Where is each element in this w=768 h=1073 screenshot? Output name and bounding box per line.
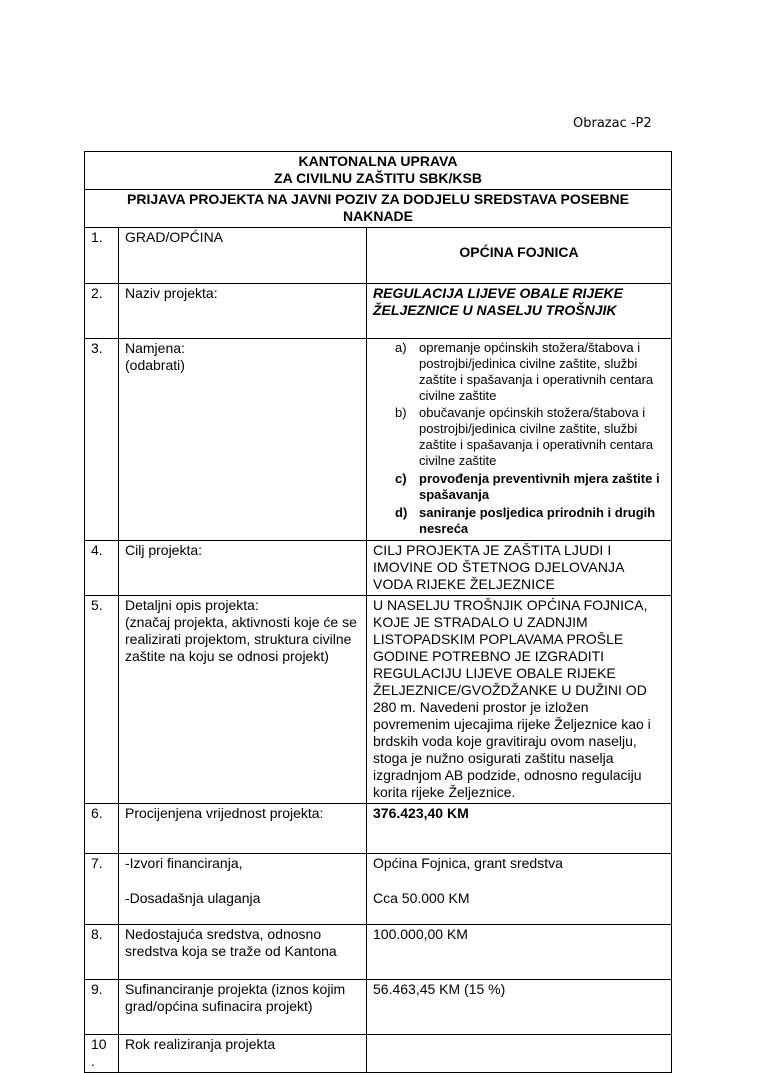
row-label-missing-funds: Nedostajuća sredstva, odnosno sredstva koja se traže od Kantona xyxy=(119,925,367,980)
row-label-funding-sources: -Izvori financiranja, xyxy=(125,855,243,871)
table-row xyxy=(85,925,672,980)
table-row xyxy=(85,284,672,339)
option-text: opremanje općinskih stožera/štabova i postrojbi/jedinica civilne zaštite, službi zaštite i spašavanja i operativnih centara civilne zaštite xyxy=(419,340,654,403)
row-number: 2. xyxy=(85,284,119,339)
table-row xyxy=(85,596,672,804)
table-row xyxy=(85,804,672,854)
header-row-title xyxy=(85,190,672,228)
header-line2: ZA CIVILNU ZAŠTITU SBK/KSB xyxy=(274,170,482,186)
row-label-estimated-value: Procijenjena vrijednost projekta: xyxy=(119,804,367,854)
row-label-deadline: Rok realiziranja projekta xyxy=(119,1035,367,1073)
row-number: 9. xyxy=(85,980,119,1035)
row-number: 7. xyxy=(85,854,119,925)
purpose-option-a xyxy=(395,340,665,404)
option-marker: b) xyxy=(395,405,407,420)
row-label-goal: Cilj projekta: xyxy=(119,541,367,596)
row-label-previous-investments: -Dosadašnja ulaganja xyxy=(125,890,261,906)
goal-value: CILJ PROJEKTA JE ZAŠTITA LJUDI I IMOVINE OD ŠTETNOG DJELOVANJA VODA RIJEKE ŽELJEZNICE xyxy=(367,541,672,596)
cofinancing-value: 56.463,45 KM (15 %) xyxy=(367,980,672,1035)
table-row xyxy=(85,1035,672,1073)
table-row xyxy=(85,339,672,541)
form-code: Obrazac -P2 xyxy=(573,116,652,131)
purpose-option-d-selected xyxy=(395,505,665,537)
table-row xyxy=(85,854,672,925)
row-label-project-name: Naziv projekta: xyxy=(119,284,367,339)
table-row xyxy=(85,541,672,596)
row-sublabel-purpose: (odabrati) xyxy=(125,357,185,373)
funding-sources-value: Općina Fojnica, grant sredstva xyxy=(373,855,563,871)
row-number: 6. xyxy=(85,804,119,854)
option-marker: d) xyxy=(395,505,408,520)
previous-investments-value: Cca 50.000 KM xyxy=(373,890,470,906)
table-row xyxy=(85,980,672,1035)
option-text: provođenja preventivnih mjera zaštite i spašavanja xyxy=(419,471,660,502)
application-form-table xyxy=(84,151,672,1073)
missing-funds-value: 100.000,00 KM xyxy=(367,925,672,980)
row-number: 3. xyxy=(85,339,119,541)
project-name-value: REGULACIJA LIJEVE OBALE RIJEKE ŽELJEZNICE U NASELJU TROŠNJIK xyxy=(367,284,672,339)
header-row-authority xyxy=(85,152,672,190)
description-text: Navedeni prostor je izložen povremenim ujecajima rijeke Željeznice kao i brdskih voda koje gravitiraju ovom naselju, stoga je nužno osigurati zaštitu naselja izgradnjom AB podzide, odnosno regulaciju korita rijeke Željeznice. xyxy=(373,699,651,800)
purpose-option-b xyxy=(395,405,665,469)
row-number: 10 . xyxy=(85,1035,119,1073)
option-text: saniranje posljedica prirodnih i drugih nesreća xyxy=(419,505,656,536)
row-label-purpose: Namjena: xyxy=(125,340,185,356)
description-caps-text: U NASELJU TROŠNJIK OPĆINA FOJNICA, KOJE JE STRADALO U ZADNJIM LISTOPADSKIM POPLAVAMA PROŠLE GODINE POTREBNO JE IZGRADITI REGULACIJU LIJEVE OBALE RIJEKE ŽELJEZNICE/GVOŽDŽANKE U DUŽINI OD 280 m. xyxy=(373,597,648,715)
row-label-cofinancing: Sufinanciranje projekta (iznos kojim grad/općina sufinacira projekt) xyxy=(119,980,367,1035)
estimated-value: 376.423,40 KM xyxy=(367,804,672,854)
row-number: 8. xyxy=(85,925,119,980)
option-text: obučavanje općinskih stožera/štabova i postrojbi/jedinica civilne zaštite, službi zaštite i spašavanja i operativnih centara civilne zaštite xyxy=(419,405,654,468)
row-sublabel-description: (značaj projekta, aktivnosti koje će se realizirati projektom, struktura civilne zaštite na koju se odnosi projekt) xyxy=(125,614,357,664)
header-line1: KANTONALNA UPRAVA xyxy=(298,153,458,169)
option-marker: a) xyxy=(395,340,407,355)
option-marker: c) xyxy=(395,471,407,486)
purpose-option-c-selected xyxy=(395,471,665,503)
form-title: PRIJAVA PROJEKTA NA JAVNI POZIV ZA DODJELU SREDSTAVA POSEBNE NAKNADE xyxy=(85,190,672,228)
row-label-municipality: GRAD/OPĆINA xyxy=(119,228,367,284)
row-number: 5. xyxy=(85,596,119,804)
row-label-description: Detaljni opis projekta: xyxy=(125,597,259,613)
purpose-options-list xyxy=(373,340,665,537)
row-number: 4. xyxy=(85,541,119,596)
municipality-value: OPĆINA FOJNICA xyxy=(367,228,672,284)
table-row xyxy=(85,228,672,284)
deadline-value xyxy=(367,1035,672,1073)
row-number: 1. xyxy=(85,228,119,284)
